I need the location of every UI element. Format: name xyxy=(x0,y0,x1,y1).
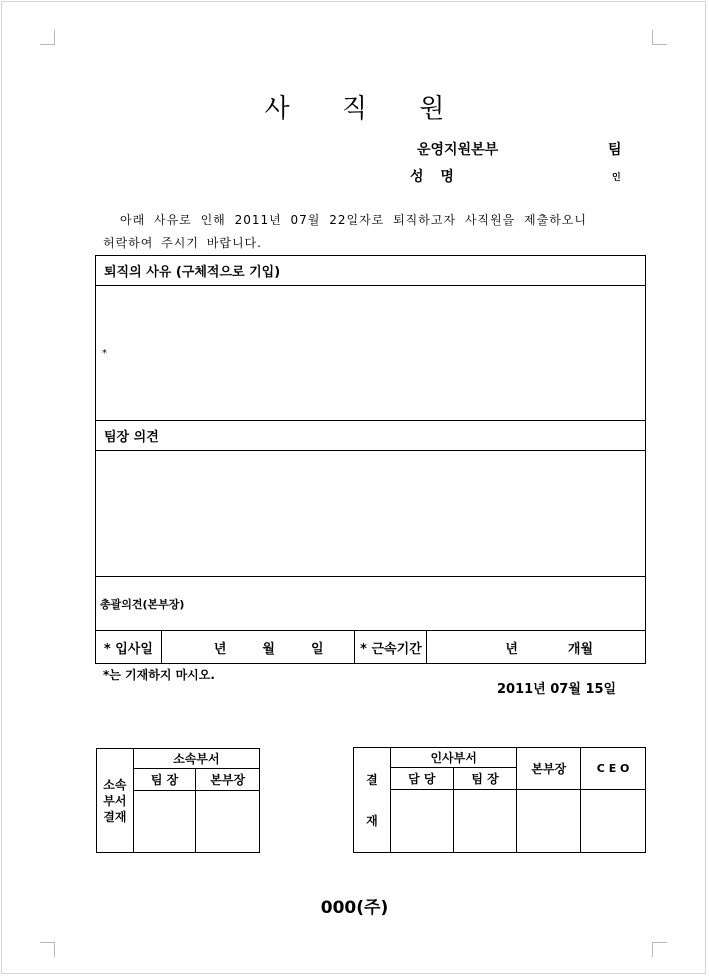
service-year-unit: 년 xyxy=(505,641,518,657)
affiliated-side-label-2: 부서 xyxy=(103,793,127,808)
join-year-unit: 년 xyxy=(213,641,227,657)
reason-input-area[interactable] xyxy=(96,286,646,421)
join-date-label: * 입사일 xyxy=(96,631,162,664)
hr-sign-director[interactable] xyxy=(517,790,581,853)
company-name: 000(주) xyxy=(320,898,389,918)
hr-side-label xyxy=(354,748,391,853)
join-date-field[interactable] xyxy=(161,631,355,664)
service-period-label: * 근속기간 xyxy=(355,631,427,664)
hr-col-director: 본부장 xyxy=(517,748,581,790)
crop-mark-top-right xyxy=(652,30,667,45)
reason-header: 퇴직의 사유 (구체적으로 기입) xyxy=(96,256,646,286)
service-period-field[interactable] xyxy=(427,631,646,664)
team-label: 팀 xyxy=(608,142,622,158)
hr-col-team-leader: 팀 장 xyxy=(453,768,517,790)
service-month-unit: 개월 xyxy=(567,641,594,657)
affiliated-sign-director[interactable] xyxy=(196,791,260,853)
body-paragraph-line2: 허락하여 주시기 바랍니다. xyxy=(103,236,262,250)
resignation-form-table xyxy=(95,255,646,664)
affiliated-dept-approval-table xyxy=(96,748,260,853)
director-opinion-label: 총괄의견(본부장) xyxy=(100,597,185,611)
hr-sign-staff[interactable] xyxy=(390,790,453,853)
affiliated-side-label-3: 결재 xyxy=(103,809,127,824)
hr-side-label-2: 재 xyxy=(366,814,378,828)
affiliated-sign-team-leader[interactable] xyxy=(133,791,196,853)
body-paragraph-line1: 아래 사유로 인해 2011년 07월 22일자로 퇴직하고자 사직원을 제출하오니 xyxy=(120,213,587,227)
seal-label: 인 xyxy=(612,173,621,183)
notice-text: *는 기재하지 마시오. xyxy=(103,668,215,682)
hr-col-ceo: C E O xyxy=(581,748,646,790)
crop-mark-bottom-left xyxy=(40,942,55,957)
hr-dept-approval-table xyxy=(353,747,646,853)
hr-sign-ceo[interactable] xyxy=(581,790,646,853)
hr-side-label-1: 결 xyxy=(366,773,378,787)
crop-mark-bottom-right xyxy=(652,942,667,957)
reason-mark: * xyxy=(102,347,107,359)
hr-sign-team-leader[interactable] xyxy=(453,790,517,853)
director-opinion-field[interactable] xyxy=(96,577,646,631)
department-name: 운영지원본부 xyxy=(417,142,499,158)
join-day-unit: 일 xyxy=(310,641,324,657)
affiliated-col-director: 본부장 xyxy=(196,769,260,791)
affiliated-group-header: 소속부서 xyxy=(133,749,259,769)
hr-group-header: 인사부서 xyxy=(390,748,517,768)
hr-col-staff: 담 당 xyxy=(390,768,453,790)
crop-mark-top-left xyxy=(40,30,55,45)
team-leader-opinion-header: 팀장 의견 xyxy=(96,421,646,451)
join-month-unit: 월 xyxy=(262,641,275,657)
affiliated-col-team-leader: 팀 장 xyxy=(133,769,196,791)
affiliated-side-label xyxy=(97,749,134,853)
name-label: 성 명 xyxy=(410,169,460,185)
affiliated-side-label-1: 소속 xyxy=(103,777,127,792)
submission-date: 2011년 07월 15일 xyxy=(497,682,617,697)
document-title: 사 직 원 xyxy=(264,94,467,124)
team-leader-opinion-area[interactable] xyxy=(96,451,646,577)
